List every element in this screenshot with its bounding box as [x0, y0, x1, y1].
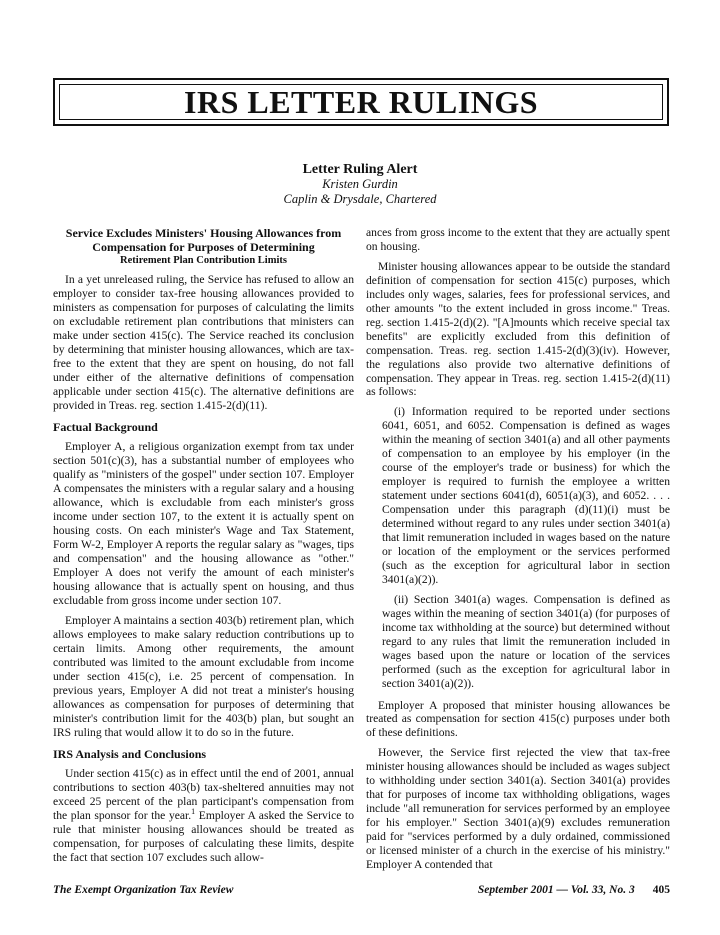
paragraph: Employer A proposed that minister housing allowances be treated as compensation for section 415(c) purposes under both of these definitions.	[366, 698, 670, 740]
footnote-marker[interactable]: 1	[191, 807, 196, 817]
issue-info	[478, 884, 670, 896]
author-name: Kristen Gurdin	[322, 177, 398, 191]
heading-irs-analysis: IRS Analysis and Conclusions	[53, 746, 207, 761]
paragraph	[53, 767, 354, 865]
issue-date: September 2001 — Vol. 33, No. 3	[477, 884, 635, 896]
masthead-inner-box	[59, 84, 663, 120]
section-subheading: Retirement Plan Contribution Limits	[120, 255, 287, 266]
paragraph: Employer A maintains a section 403(b) retirement plan, which allows employees to make salary reduction contributions up to certain limits. Among other requirements, the amount contributed was limited to the amount excludable from income under section 415(c), i.e. 25 percent of compensation. In previous years, Employer A did not treat a minister's housing allowances as compensation for purposes of determining that minister's contribution limit for the 403(b) plan, but sought an IRS ruling that would allow it to do so in the future.	[53, 613, 354, 739]
paragraph: Employer A, a religious organization exempt from tax under section 501(c)(3), has a substantial number of employees who qualify as "ministers of the gospel" under section 107. Employer A compensates the ministers with a regular salary and a housing allowance, which is excludable from each minister's gross income under section 107, to the extent it is actually spent on housing costs. On each minister's Wage and Tax Statement, Form W-2, Employer A reports the regular salary as "wages, tips and compensation" and the housing allowance as "other." Employer A does not verify the amount of each minister's housing allowance that is actually spent on housing, and thus excludable from gross income under section 107.	[53, 440, 354, 607]
page-footer	[53, 884, 670, 896]
section-heading: Service Excludes Ministers' Housing Allowances from Compensation for Purposes of Determining	[65, 226, 342, 254]
paragraph: Minister housing allowances appear to be outside the standard definition of compensation for section 415(c) purposes, which includes only wages, salaries, fees for professional services, and other amounts "to the extent included in gross income." Treas. reg. section 1.415-2(d)(2). "[A]mounts which receive special tax benefits" are explicitly excluded from this definition of compensation. Treas. reg. section 1.415-2(d)(3)(iv). However, the regulations also provide two alternative definitions of compensation. They appear in Treas. reg. section 1.415-2(d)(11) as follows:	[366, 259, 670, 399]
article-byline	[0, 162, 720, 207]
masthead-box	[53, 78, 669, 126]
quote-paragraph: (ii) Section 3401(a) wages. Compensation is defined as wages within the meaning of section 3401(a) (for purposes of income tax withholding at the source) but determined without regard to any rules that limit the remuneration included in wages based upon the nature or location of the services performed (such as the exception for agricultural labor in section 3401(a)(2)).	[382, 592, 670, 690]
paragraph: ances from gross income to the extent that they are actually spent on housing.	[366, 226, 670, 253]
journal-name: The Exempt Organization Tax Review	[53, 884, 234, 896]
article-title: Letter Ruling Alert	[302, 162, 418, 177]
masthead-title: IRS LETTER RULINGS	[184, 83, 538, 120]
paragraph-text: Employer A asked the Service to rule that minister housing allowances should be treated as compensation, for purposes of calculating these limits, despite the fact that section 107 excludes such allow-	[53, 809, 354, 865]
left-column	[53, 226, 354, 871]
author-firm: Caplin & Drysdale, Chartered	[283, 192, 437, 206]
paragraph: However, the Service first rejected the view that tax-free minister housing allowances should be included as wages subject to withholding under section 3401(a). Section 3401(a) provides that for purposes of income tax withholding obligations, wages include "all remuneration for services performed by an employee for his employer." Section 3401(a)(9) excludes remuneration paid for "services performed by a duly ordained, commissioned or licensed minister of a church in the exercise of his ministry." Employer A contended that	[366, 746, 670, 871]
page-number: 405	[652, 884, 670, 896]
paragraph: In a yet unreleased ruling, the Service has refused to allow an employer to consider tax-free housing allowances provided to ministers as compensation for purposes of calculating the limits on excludable retirement plan contributions that ministers can make under section 415(c). The Service reached its conclusion by determining that minister housing allowances, which are tax-free to the extent that they are spent on housing, do not fall under either of the alternative definitions of compensation applicable under section 415(c). The alternative definitions are provided in Treas. reg. section 1.415-2(d)(11).	[53, 273, 354, 412]
quote-paragraph: (i) Information required to be reported under sections 6041, 6051, and 6052. Compensation is defined as wages within the meaning of section 3401(a) and all other payments of compensation to an employee by his employer (in the course of the employer's trade or business) for which the employer is required to furnish the employee a written statement under sections 6041(d), 6051(a)(3), and 6052. . . . Compensation under this paragraph (d)(11)(i) must be determined without regard to any rules under section 3401(a) that limit remuneration included in wages based on the nature or location of the employment or the services performed (such as the exception for agricultural labor in section 3401(a)(2)).	[382, 405, 670, 586]
block-quote	[382, 405, 670, 690]
paragraph-text: Under section 415(c) as in effect until the end of 2001, annual contributions to section 403(b) tax-sheltered annuities may not exceed 25 percent of the plan participant's compensation from the plan sponsor for the year.	[53, 767, 354, 823]
right-column	[366, 226, 670, 878]
heading-factual-background: Factual Background	[53, 419, 158, 434]
